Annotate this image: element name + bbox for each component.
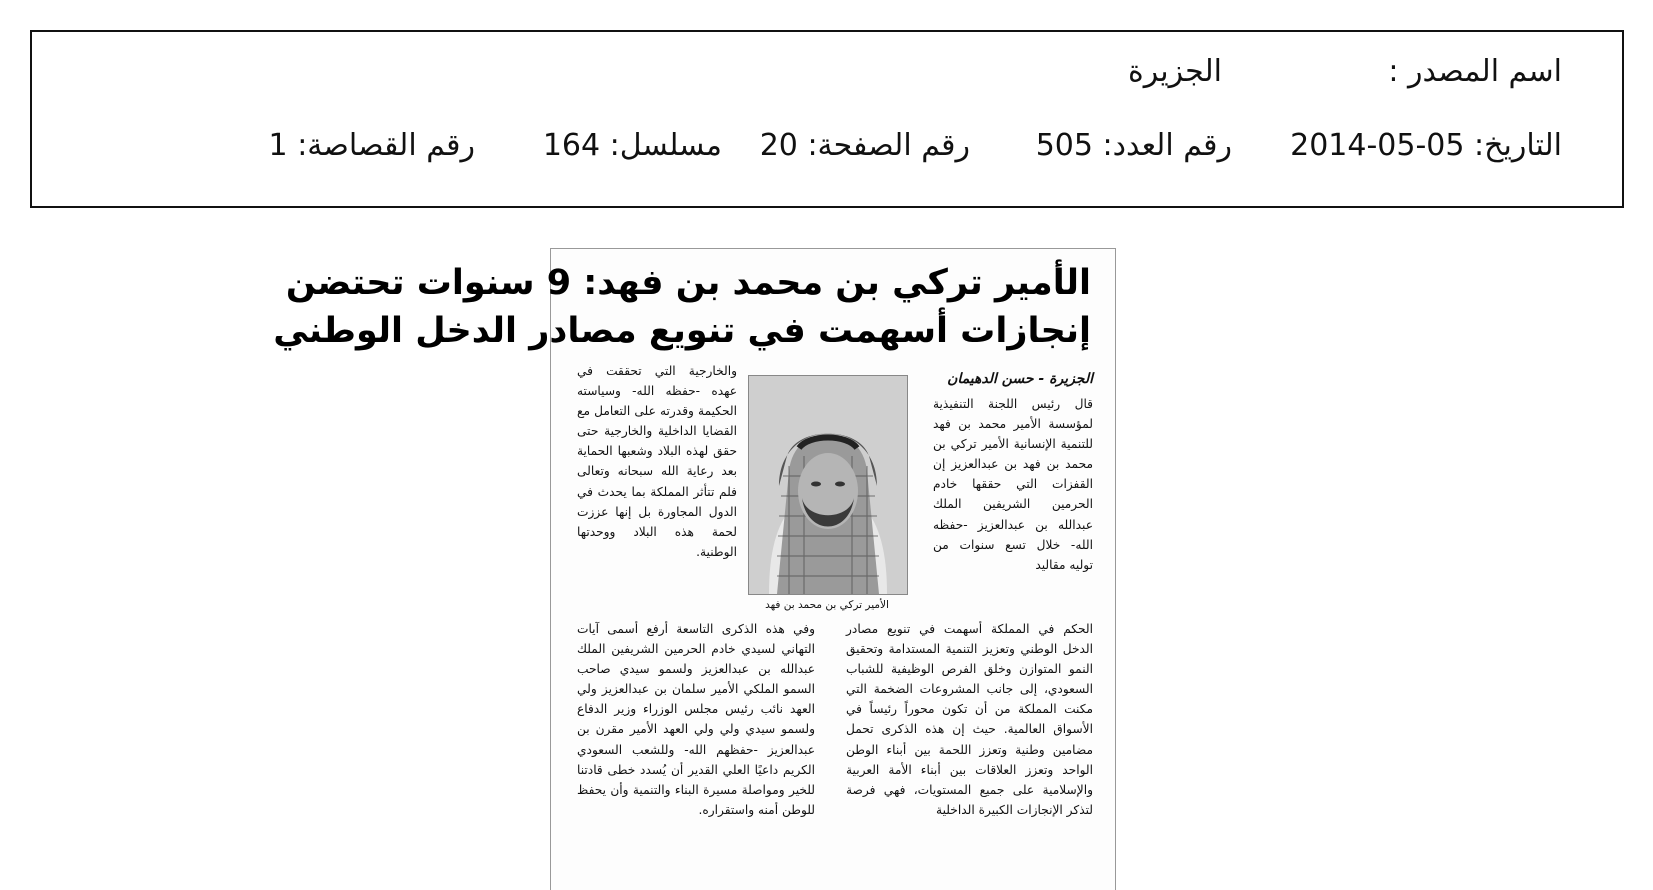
byline: الجزيرة - حسن الدهيمان — [947, 371, 1093, 387]
issue-label: رقم العدد: — [1102, 128, 1232, 163]
serial-field — [543, 128, 722, 163]
photo-caption: الأمير تركي بن محمد بن فهد — [765, 599, 889, 611]
issue-value: 505 — [1035, 128, 1093, 163]
portrait-icon — [749, 376, 907, 594]
page-label: رقم الصفحة: — [807, 128, 970, 163]
portrait-photo — [748, 375, 908, 595]
date-field — [1290, 128, 1562, 163]
issue-field — [1036, 128, 1232, 163]
newspaper-clipping — [273, 248, 1116, 890]
date-label: التاريخ: — [1474, 128, 1562, 163]
clip-label: رقم القصاصة: — [297, 128, 475, 163]
paragraph: قال رئيس اللجنة التنفيذية لمؤسسة الأمير محمد بن فهد للتنمية الإنسانية الأمير تركي بن محمد بن فهد بن عبدالعزيز إن القفزات التي حققها خادم الحرمين الشريفين الملك عبدالله بن عبدالعزيز -حفظه الله- خلال تسع سنوات من توليه مقاليد — [933, 397, 1093, 572]
paragraph: وفي هذه الذكرى التاسعة أرفع أسمى آيات التهاني لسيدي خادم الحرمين الشريفين الملك عبدالله بن عبدالعزيز ولسمو سيدي صاحب السمو الملكي الأمير سلمان بن عبدالعزيز ولي العهد نائب رئيس مجلس الوزراء وزير الدفاع ولسمو سيدي ولي ولي العهد الأمير مقرن بن عبدالعزيز -حفظهم الله- وللشعب السعودي الكريم داعيًا العلي القدير أن يُسدد خطى قادتنا للخير ومواصلة مسيرة البناء والتنمية وأن يحفظ للوطن أمنه واستقراره. — [577, 622, 815, 817]
page-value: 20 — [759, 128, 798, 163]
source-label: اسم المصدر : — [1388, 54, 1562, 89]
clip-field — [269, 128, 475, 163]
metadata-box — [30, 30, 1624, 208]
serial-label: مسلسل: — [609, 128, 722, 163]
headline-line-2: إنجازات أسهمت في تنويع مصادر الدخل الوطني — [273, 311, 1091, 351]
article-column-right-bottom — [846, 619, 1093, 820]
serial-value: 164 — [542, 128, 601, 163]
article-column-left-top — [577, 361, 737, 562]
article-column-right-top — [933, 394, 1093, 575]
source-value: الجزيرة — [1127, 54, 1222, 89]
paragraph: والخارجية التي تحققت في عهده -حفظه الله- وسياسته الحكيمة وقدرته على التعامل مع القضايا الداخلية والخارجية حتى حقق لهذه البلاد وشعبها الحماية بعد رعاية الله سبحانه وتعالى فلم تتأثر المملكة بما يحدث في الدول المجاورة بل إنها عززت لحمة هذه البلاد ووحدتها الوطنية. — [577, 364, 737, 559]
date-value: 2014-05-05 — [1290, 128, 1465, 163]
page-field — [760, 128, 970, 163]
headline-line-1: الأمير تركي بن محمد بن فهد: 9 سنوات تحتضن — [285, 263, 1091, 303]
clip-value: 1 — [268, 128, 288, 163]
paragraph: الحكم في المملكة أسهمت في تنويع مصادر الدخل الوطني وتعزيز التنمية المستدامة وتحقيق النمو المتوازن وخلق الفرص الوظيفية للشباب السعودي، إلى جانب المشروعات الضخمة التي مكنت المملكة من أن تكون محوراً رئيساً في الأسواق العالمية. حيث إن هذه الذكرى تحمل مضامين وطنية وتعزز اللحمة بين أبناء الوطن الواحد وتعزز العلاقات بين أبناء الأمة العربية والإسلامية على جميع المستويات، فهي فرصة لتذكر الإنجازات الكبيرة الداخلية — [846, 622, 1093, 817]
article-column-left-bottom — [577, 619, 815, 820]
